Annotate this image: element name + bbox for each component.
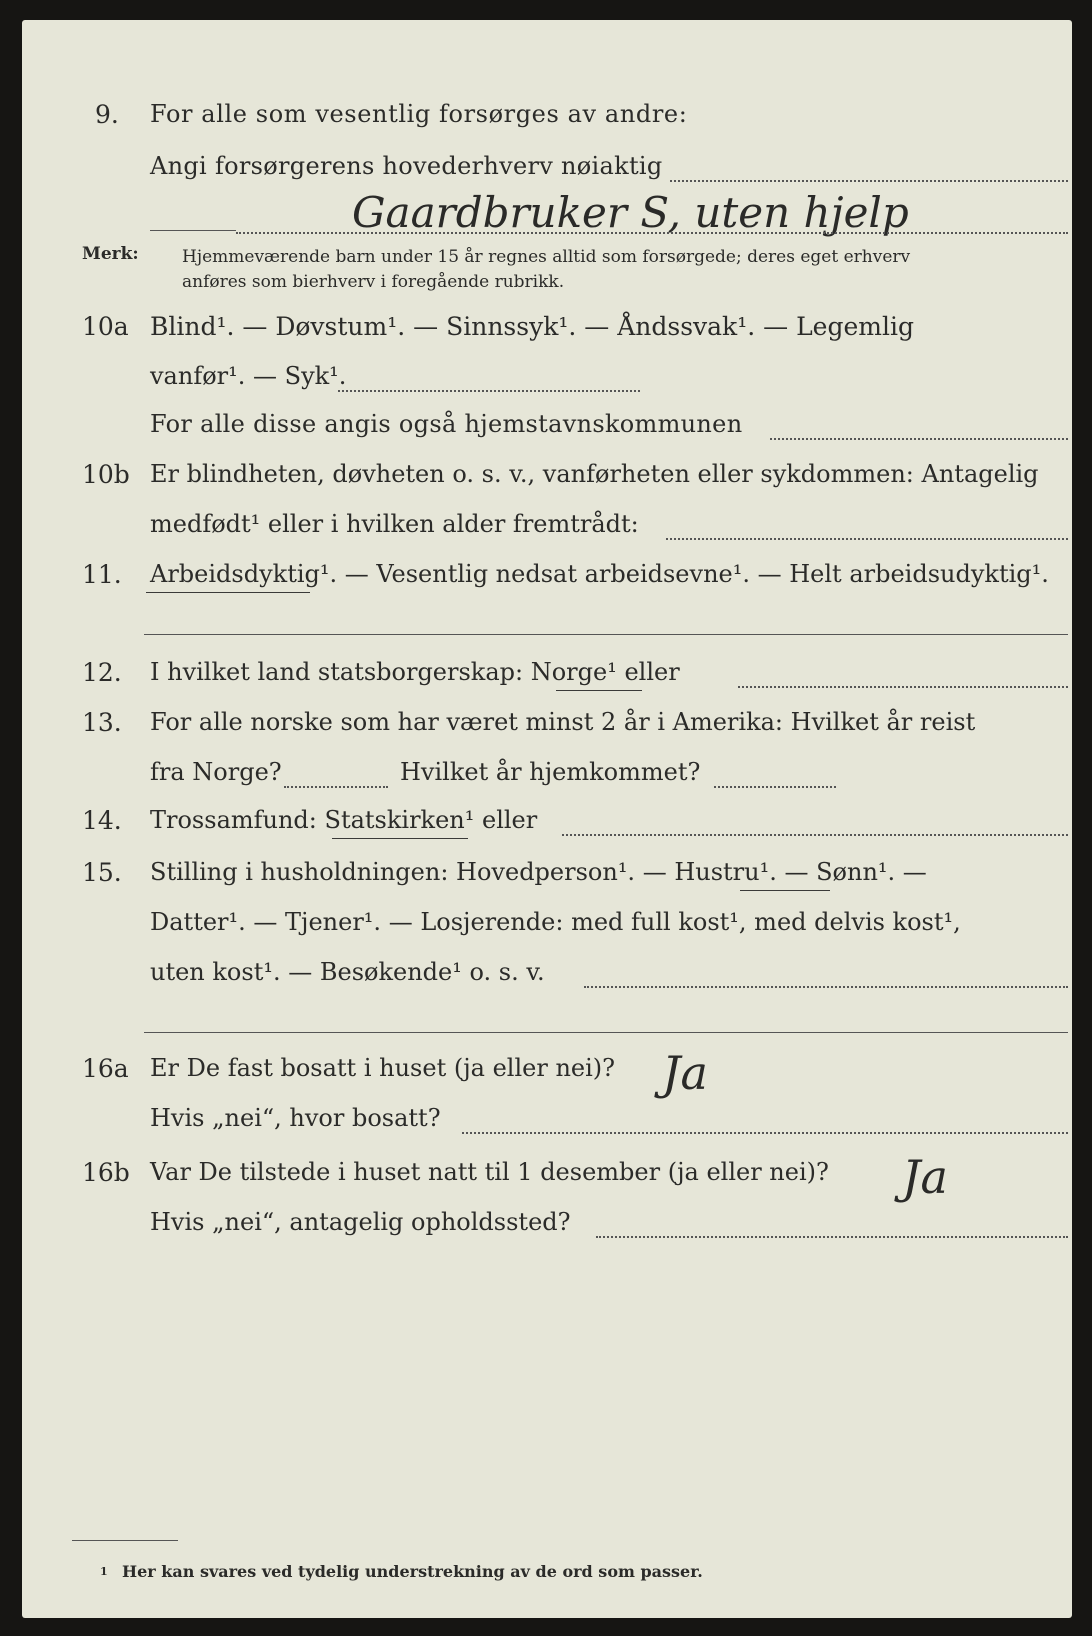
q9-handwritten-answer: Gaardbruker S, uten hjelp [352,188,909,237]
q10a-sick-dotted-line [338,390,640,392]
q14-number: 14. [82,806,122,835]
q9-line1: For alle som vesentlig forsørges av andre: [150,100,688,128]
q13-return-dotted-line [714,786,836,788]
q10a-number: 10a [82,312,129,341]
q13-line2b: Hvilket år hjemkommet? [400,758,701,786]
q14-underline-statskirken [332,838,468,839]
q12-citizenship-dotted-line [738,686,1068,688]
q15-line3: uten kost¹. — Besøkende¹ o. s. v. [150,958,545,986]
q14-line1: Trossamfund: Statskirken¹ eller [150,806,538,834]
q15-answer-line [144,1032,1068,1033]
q12-underline-norge [556,690,642,691]
q9-answer-dash [150,230,236,231]
q12-number: 12. [82,658,122,687]
q11-line1: Arbeidsdyktig¹. — Vesentlig nedsat arbeidsevne¹. — Helt arbeidsudyktig¹. [150,560,1049,588]
merk-line2: anføres som bierhverv i foregående rubrikk. [182,272,565,292]
q9-line2: Angi forsørgerens hovederhverv nøiaktig [150,152,663,180]
q13-line1: For alle norske som har været minst 2 år i Amerika: Hvilket år reist [150,708,976,736]
q14-faith-dotted-line [562,834,1068,836]
q10a-line1: Blind¹. — Døvstum¹. — Sinnssyk¹. — Åndssvak¹. — Legemlig [150,312,914,341]
q15-line1: Stilling i husholdningen: Hovedperson¹. — Hustru¹. — Sønn¹. — [150,858,927,886]
q15-position-dotted-line [584,986,1068,988]
q11-underline-arbeidsdyktig [146,592,310,593]
census-form-page [22,20,1072,1618]
merk-label: Merk: [82,244,139,264]
q10a-line3: For alle disse angis også hjemstavnskommunen [150,410,743,438]
q13-number: 13. [82,708,122,737]
merk-line1: Hjemmeværende barn under 15 år regnes alltid som forsørgede; deres eget erhverv [182,247,911,267]
q10a-home-municipality-dotted-line [770,438,1068,440]
q10a-line2: vanfør¹. — Syk¹. [150,362,347,390]
footnote-mark: 1 [100,1565,108,1578]
q16b-whereabouts-dotted-line [596,1236,1068,1238]
q11-answer-line [144,634,1068,635]
q10b-line2: medfødt¹ eller i hvilken alder fremtrådt: [150,510,639,538]
q15-number: 15. [82,858,122,887]
q16a-handwritten-answer: Ja [662,1046,708,1100]
q15-underline-hustru [740,890,830,891]
footnote-text: Her kan svares ved tydelig understrekning av de ord som passer. [122,1562,703,1581]
q15-line2: Datter¹. — Tjener¹. — Losjerende: med full kost¹, med delvis kost¹, [150,908,961,936]
q16b-handwritten-answer: Ja [902,1150,948,1204]
footnote-separator [72,1540,178,1541]
q16a-residence-dotted-line [462,1132,1068,1134]
q10b-number: 10b [82,460,130,489]
q9-number: 9. [95,100,119,129]
q16b-line2: Hvis „nei“, antagelig opholdssted? [150,1208,571,1236]
q9-provider-dotted-line [670,180,1068,182]
q11-number: 11. [82,560,122,589]
q10b-onset-dotted-line [666,538,1068,540]
q16b-line1: Var De tilstede i huset natt til 1 desember (ja eller nei)? [150,1158,829,1186]
q16a-number: 16a [82,1054,129,1083]
q10b-line1: Er blindheten, døvheten o. s. v., vanførheten eller sykdommen: Antagelig [150,460,1039,488]
q16a-line1: Er De fast bosatt i huset (ja eller nei)? [150,1054,616,1082]
q13-departure-dotted-line [284,786,388,788]
q13-line2a: fra Norge? [150,758,282,786]
q12-line1: I hvilket land statsborgerskap: Norge¹ eller [150,658,680,686]
q16b-number: 16b [82,1158,130,1187]
q9-answer-dotted-line [236,232,1068,234]
q16a-line2: Hvis „nei“, hvor bosatt? [150,1104,441,1132]
